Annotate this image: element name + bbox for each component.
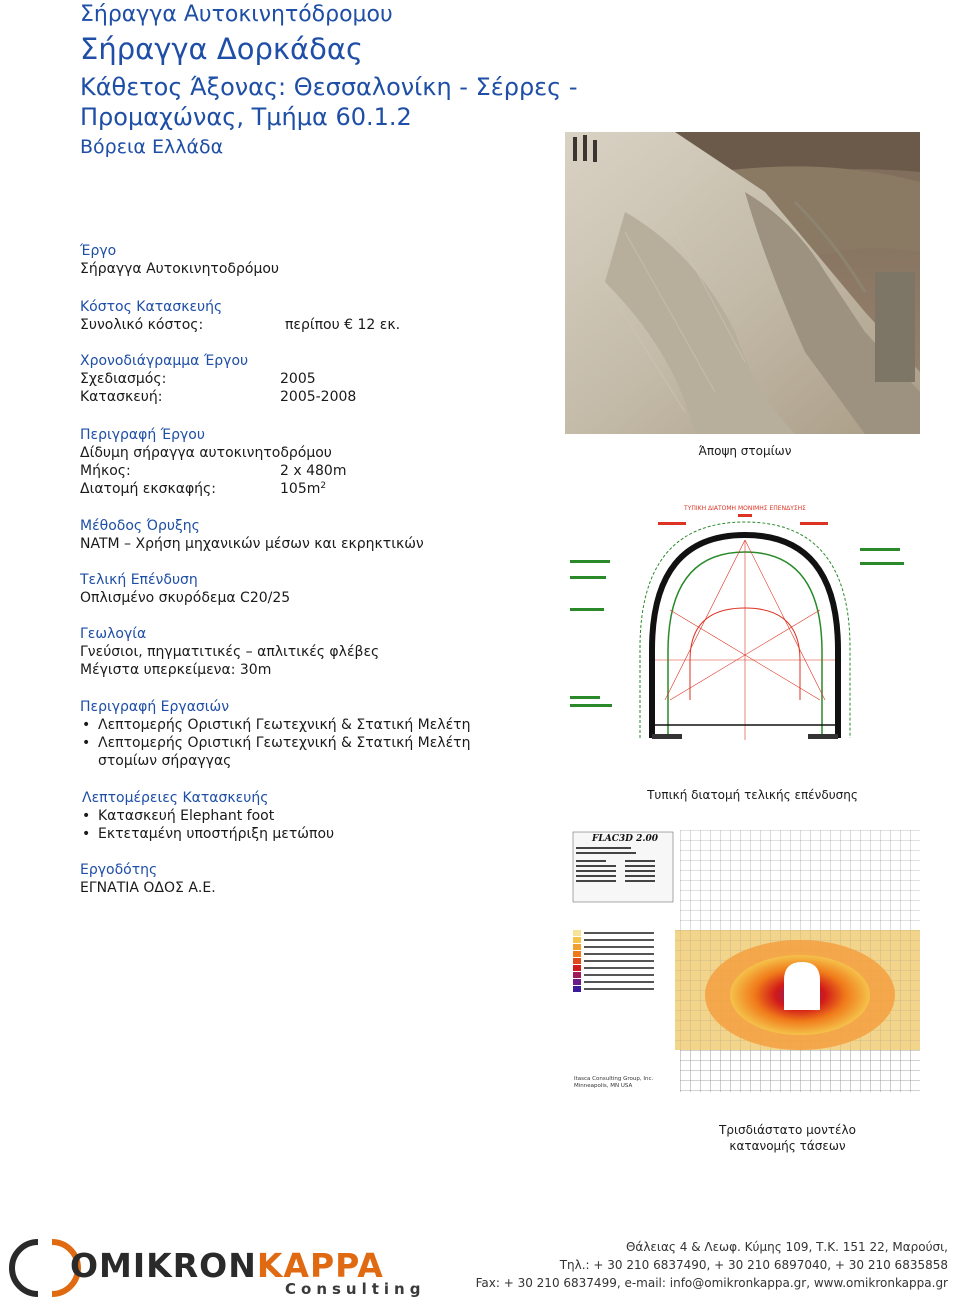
project-heading: Έργο [80, 243, 117, 259]
pre-title: Σήραγγα Αυτοκινητόδρομου [80, 2, 393, 27]
cost-value: περίπου € 12 εκ. [285, 317, 401, 333]
details-heading: Λεπτομέρειες Κατασκευής [82, 790, 269, 806]
cost-section [80, 298, 580, 334]
section-unit-sup: 2 [320, 481, 327, 491]
design-label: Σχεδιασμός: [80, 371, 167, 387]
description-heading: Περιγραφή Έργου [80, 427, 205, 443]
footer-fax: Fax: + 30 210 6837499, e-mail: info@omikronkappa.gr, www.omikronkappa.gr [475, 1276, 948, 1290]
works-heading: Περιγραφή Εργασιών [80, 699, 230, 715]
works-item: • Λεπτομερής Οριστική Γεωτεχνική & Στατική Μελέτη [80, 716, 480, 734]
client-section [80, 861, 580, 897]
logo-subtitle: Consulting [285, 1280, 426, 1298]
method-heading: Μέθοδος Όρυξης [80, 518, 200, 534]
drawing-caption: Τυπική διατομή τελικής επένδυσης [647, 788, 858, 802]
schedule-section [80, 352, 580, 406]
method-section [80, 517, 580, 553]
page-subtitle: Κάθετος Άξονας: Θεσσαλονίκη - Σέρρες - Προμαχώνας, Τμήμα 60.1.2 [80, 73, 578, 131]
region: Βόρεια Ελλάδα [80, 136, 224, 158]
model-credit-1: Itasca Consulting Group, Inc. [574, 1076, 654, 1082]
geology-line2: Μέγιστα υπερκείμενα: 30m [80, 662, 272, 678]
footer-phones: Τηλ.: + 30 210 6837490, + 30 210 6897040, + 30 210 6835858 [559, 1258, 948, 1272]
works-item: • Λεπτομερής Οριστική Γεωτεχνική & Στατική Μελέτη στομίων σήραγγας [80, 734, 480, 770]
model-caption: Τρισδιάστατο μοντέλο κατανομής τάσεων [719, 1123, 856, 1153]
section-label: Διατομή εκσκαφής: [80, 481, 216, 497]
project-section [80, 242, 580, 278]
geology-line1: Γνεύσιοι, πηγματιτικές – απλιτικές φλέβες [80, 644, 380, 660]
photo-caption: Άποψη στομίων [698, 444, 792, 458]
method-value: NATM – Χρήση μηχανικών μέσων και εκρηκτικών [80, 536, 424, 552]
model-credit-2: Minneapolis, MN USA [574, 1083, 633, 1089]
stress-model-image [570, 830, 920, 1092]
drawing-title: ΤΥΠΙΚΗ ΔΙΑΤΟΜΗ ΜΟΝΙΜΗΣ ΕΠΕΝΔΥΣΗΣ [684, 505, 806, 512]
details-section [80, 789, 580, 843]
lining-section [80, 571, 580, 607]
works-section [80, 698, 480, 770]
cost-label: Συνολικό κόστος: [80, 317, 204, 333]
lining-value: Οπλισμένο σκυρόδεμα C20/25 [80, 590, 291, 606]
logo-kappa: KAPPA [256, 1246, 384, 1285]
client-value: ΕΓΝΑΤΙΑ ΟΔΟΣ Α.Ε. [80, 880, 216, 896]
details-item: • Εκτεταμένη υποστήριξη μετώπου [80, 825, 580, 843]
cost-heading: Κόστος Κατασκευής [80, 299, 223, 315]
page-title: Σήραγγα Δορκάδας [80, 32, 363, 66]
geology-heading: Γεωλογία [80, 626, 147, 642]
section-value: 105m [280, 481, 321, 497]
description-section [80, 426, 580, 498]
details-item: • Κατασκευή Elephant foot [80, 807, 580, 825]
construction-value: 2005-2008 [280, 389, 357, 405]
lining-heading: Τελική Επένδυση [80, 572, 198, 588]
logo-omikron: OMIKRON [70, 1246, 257, 1285]
footer-address: Θάλειας 4 & Λεωφ. Κύμης 109, Τ.Κ. 151 22, Μαρούσι, [625, 1240, 948, 1254]
geology-section [80, 625, 580, 679]
portal-photo [565, 132, 920, 434]
client-heading: Εργοδότης [80, 862, 158, 878]
construction-label: Κατασκευή: [80, 389, 163, 405]
length-label: Μήκος: [80, 463, 131, 479]
design-value: 2005 [280, 371, 316, 387]
schedule-heading: Χρονοδιάγραμμα Έργου [80, 353, 249, 369]
tunnel-section-drawing [560, 500, 930, 760]
length-value: 2 x 480m [280, 463, 347, 479]
description-text: Δίδυμη σήραγγα αυτοκινητοδρόμου [80, 445, 332, 461]
project-value: Σήραγγα Αυτοκινητοδρόμου [80, 261, 280, 277]
model-title: FLAC3D 2.00 [592, 834, 658, 844]
